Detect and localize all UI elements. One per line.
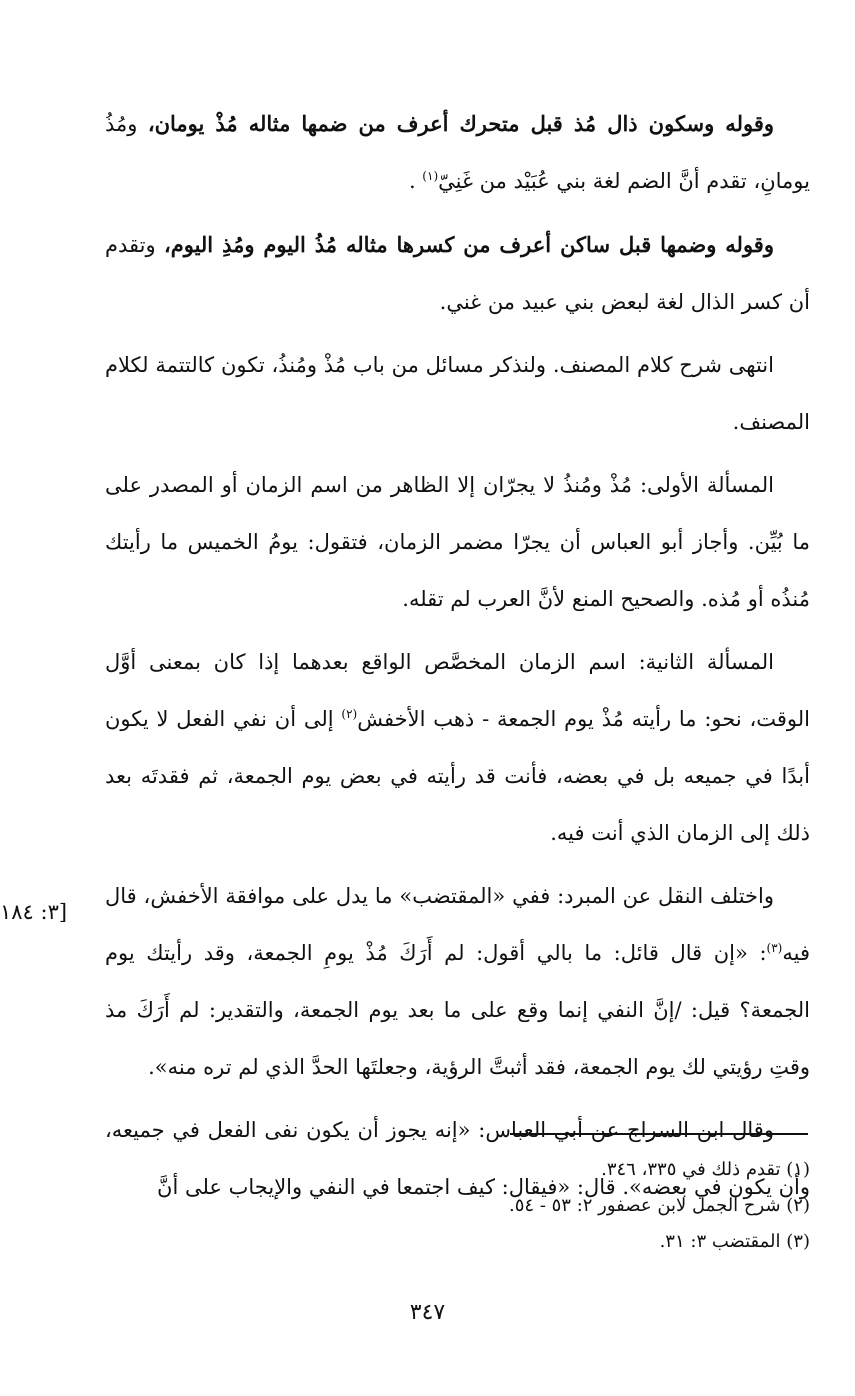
paragraph-1-lead: وقوله وسكون ذال مُذ قبل متحرك أعرف من ضمها مثاله مُذْ يومان، — [147, 111, 774, 136]
footnote-2: (٢) شرح الجمل لابن عصفور ٢: ٥٣ - ٥٤. — [509, 1195, 810, 1216]
footnotes — [420, 1152, 810, 1260]
margin-page-reference: [٣: ١٨٤ — [0, 900, 68, 924]
paragraph-7: وقال ابن السراج عن أبي العباس: «إنه يجوز أن يكون نفى الفعل في جميعه، وأن يكون في بعضه». قال: «فيقال: كيف اجتمعا في النفي والإيجاب على أنَّ — [105, 1118, 810, 1199]
paragraph-1-end: . — [408, 169, 423, 193]
footnote-ref-3[interactable]: (٣) — [766, 941, 783, 955]
paragraph-3: انتهى شرح كلام المصنف. ولنذكر مسائل من باب مُذْ ومُنذُ، تكون كالتتمة لكلام المصنف. — [105, 353, 810, 434]
paragraph-5 — [105, 634, 810, 862]
footnote-ref-2[interactable]: (٢) — [341, 707, 358, 721]
paragraph-5-part-b: إلى أن نفي الفعل لا يكون أبدًا في جميعه بل في بعضه، فأنت قد رأيته في بعض يوم الجمعة، ثم فقدتَه بعد ذلك إلى الزمان الذي أنت فيه. — [105, 707, 810, 845]
paragraph-2-rest: وتقدم أن كسر الذال لغة لبعض بني عبيد من غني. — [105, 233, 810, 314]
main-text — [105, 95, 810, 1222]
footnote-3: (٣) المقتضب ٣: ٣١. — [659, 1231, 810, 1252]
paragraph-2-lead: وقوله وضمها قبل ساكن أعرف من كسرها مثاله مُذُ اليوم ومُذِ اليوم، — [163, 232, 774, 257]
paragraph-5-part-a: المسألة الثانية: اسم الزمان المخصَّص الواقع بعدهما إذا كان بمعنى أوَّل الوقت، نحو: ما رأيته مُذْ يوم الجمعة - ذهب الأخفش — [105, 650, 810, 731]
paragraph-1 — [105, 95, 810, 210]
paragraph-4: المسألة الأولى: مُذْ ومُنذُ لا يجرّان إلا الظاهر من اسم الزمان أو المصدر على ما بُيِّن. وأجاز أبو العباس أن يجرّا مضمر الزمان، فتقول: يومُ الخميس ما رأيتك مُنذُه أو مُذه. والصحيح المنع لأنَّ العرب لم تقله. — [105, 473, 810, 611]
footnote-ref-1[interactable]: (١) — [422, 169, 439, 183]
page-number: ٣٤٧ — [409, 1300, 446, 1325]
paragraph-6 — [105, 868, 810, 1096]
paragraph-6-part-a: واختلف النقل عن المبرد: ففي «المقتضب» ما يدل على موافقة الأخفش، قال فيه — [105, 884, 810, 965]
paragraph-1-rest: ومُذُ يومانِ، تقدم أنَّ الضم لغة بني عُبَيْد من غَنِيّ — [105, 112, 810, 193]
paragraph-2 — [105, 216, 810, 331]
footnote-divider — [510, 1133, 808, 1135]
paragraph-6-part-b: : «إن قال قائل: ما بالي أقول: لم أَرَكَ مُذْ يومِ الجمعة، وقد رأيتك يوم الجمعة؟ قيل: /إنَّ النفي إنما وقع على ما بعد يوم الجمعة، والتقدير: لم أَرَكَ مذ وقتِ رؤيتي لك يوم الجمعة، فقد أثبتَّ الرؤية، وجعلتَها الحدَّ الذي لم تره منه». — [105, 941, 810, 1079]
footnote-1: (١) تقدم ذلك في ٣٣٥، ٣٤٦. — [601, 1159, 810, 1180]
